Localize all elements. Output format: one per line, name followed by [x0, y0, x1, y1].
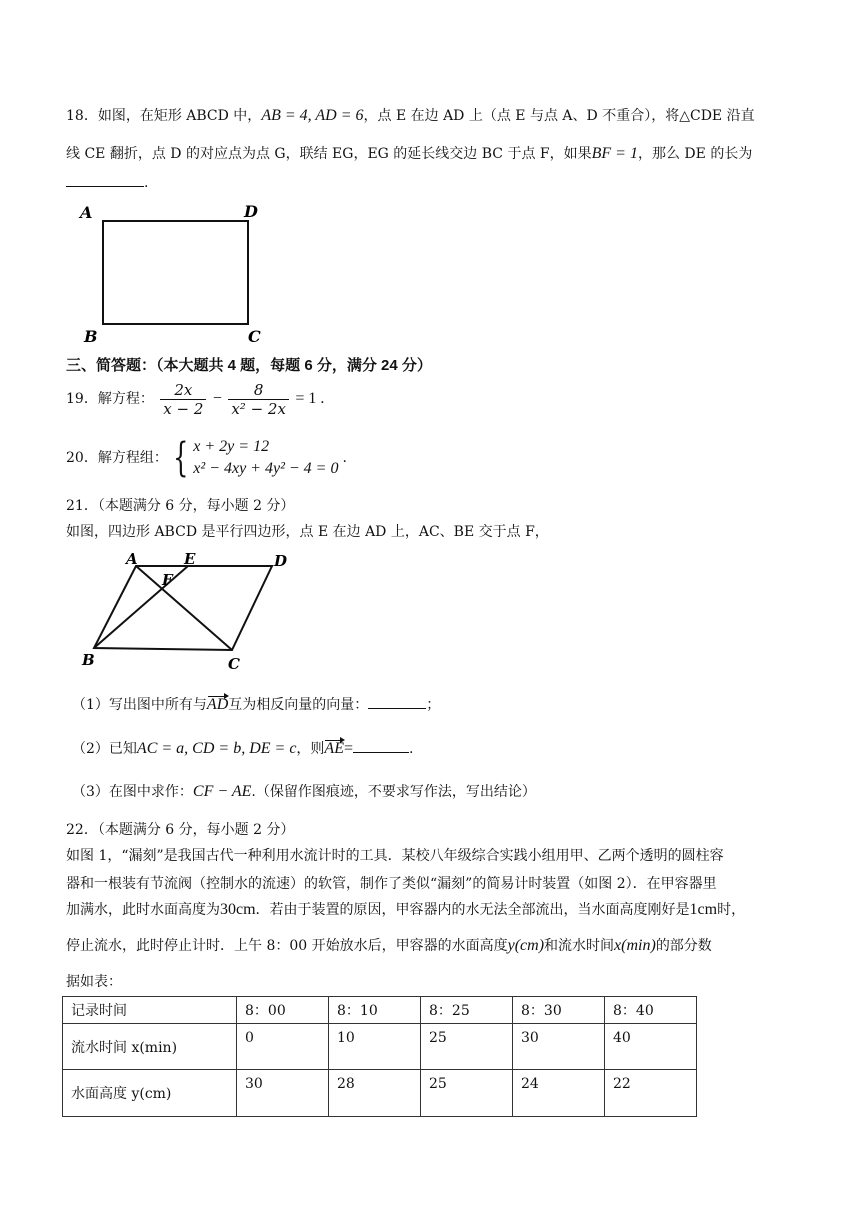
q19-line — [66, 380, 324, 418]
table-cell: 24 — [513, 1070, 605, 1117]
q19-f1-numerator: 2x — [160, 381, 206, 400]
q22-heading: 22．（本题满分 6 分，每小题 2 分） — [66, 822, 295, 838]
q18-line-3 — [66, 172, 148, 193]
q21-heading: 21．（本题满分 6 分，每小题 2 分） — [66, 498, 295, 514]
q20-prefix: 20．解方程组： — [66, 450, 168, 466]
q20-equation-1: x + 2y = 12 — [193, 438, 270, 455]
q20-brace: { — [172, 435, 189, 481]
table-cell: 8：10 — [329, 997, 421, 1024]
fig18-label-c: C — [248, 327, 261, 346]
table-row — [63, 997, 697, 1024]
q21-p3-text-a: （3）在图中求作： — [72, 784, 193, 800]
table-cell: 30 — [513, 1024, 605, 1070]
q19-tail: = 1 . — [295, 390, 325, 407]
fig21-label-b: B — [82, 651, 95, 669]
table-row-header: 流水时间 x(min) — [63, 1024, 237, 1070]
fig18-label-a: A — [80, 203, 93, 222]
table-cell: 8：40 — [605, 997, 697, 1024]
q22-p3-text-a: 加满水，此时水面高度为 — [66, 902, 220, 918]
q22-p4-var-y: y(cm) — [507, 937, 545, 954]
q18-text-2a: 线 CE 翻折，点 D 的对应点为点 G，联结 EG，EG 的延长线交边 BC 于点 F，如果 — [66, 146, 592, 162]
table-cell: 28 — [329, 1070, 421, 1117]
q22-paragraph-2: 器和一根装有节流阀（控制水的流速）的软管，制作了类似“漏刻”的简易计时装置（如图 2）．在甲容器里 — [66, 876, 717, 892]
q21-part-1 — [72, 694, 440, 715]
fig18-label-b: B — [84, 327, 98, 346]
table-cell: 8：30 — [513, 997, 605, 1024]
q22-paragraph-1: 如图 1，“漏刻”是我国古代一种利用水流计时的工具．某校八年级综合实践小组用甲、乙两个透明的圆柱容 — [66, 848, 724, 864]
q21-part-2 — [72, 738, 413, 759]
q19-f1-denominator: x − 2 — [163, 399, 204, 418]
diagonal-ac — [136, 566, 232, 650]
fig21-label-d: D — [274, 552, 288, 570]
q19-minus: − — [212, 390, 222, 407]
table-cell: 22 — [605, 1070, 697, 1117]
section-3-heading: 三、简答题：（本大题共 4 题，每题 6 分，满分 24 分） — [66, 357, 432, 374]
q21-p2-answer-blank[interactable] — [353, 738, 409, 753]
table-cell: 10 — [329, 1024, 421, 1070]
q21-p1-text-c: ； — [426, 697, 441, 713]
table-row-header: 水面高度 y(cm) — [63, 1070, 237, 1117]
q21-p2-text-a: （2）已知 — [72, 741, 137, 757]
q21-p2-text-c: . — [409, 741, 414, 757]
q21-p3-expression: CF − AE — [192, 783, 252, 800]
table-cell: 8：25 — [421, 997, 513, 1024]
q21-p1-answer-blank[interactable] — [368, 694, 426, 709]
q21-p3-text-b: .（保留作图痕迹，不要求写作法，写出结论） — [251, 784, 536, 800]
q22-p3-value-30cm: 30cm — [220, 901, 256, 918]
q20-line — [66, 436, 347, 480]
q22-paragraph-5: 据如表： — [66, 974, 122, 990]
q18-rectangle-figure — [70, 196, 280, 346]
q22-p4-var-x: x(min) — [614, 937, 656, 954]
q19-f2-denominator: x² − 2x — [231, 399, 286, 418]
q21-p1-text-a: （1）写出图中所有与 — [72, 697, 207, 713]
q18-text-1b: ，点 E 在边 AD 上（点 E 与点 A、D 不重合），将△CDE 沿直 — [363, 108, 755, 124]
q22-p4-text-a: 停止流水，此时停止计时．上午 8：00 开始放水后，甲容器的水面高度 — [66, 938, 508, 954]
q22-p3-value-1cm: 1cm — [689, 901, 718, 918]
q18-line-1 — [66, 106, 755, 126]
fig21-label-a: A — [126, 550, 138, 568]
q21-p1-text-b: 互为相反向量的向量： — [228, 697, 369, 713]
fig21-label-e: E — [184, 550, 196, 568]
q22-paragraph-3 — [66, 900, 745, 920]
q19-f2-numerator: 8 — [228, 381, 289, 400]
table-cell: 0 — [237, 1024, 329, 1070]
q19-fraction-1 — [160, 381, 206, 418]
rectangle-abcd — [103, 221, 248, 324]
vector-ae: AE — [324, 740, 344, 757]
q18-text-2b: ，那么 DE 的长为 — [637, 146, 753, 162]
q20-equation-2: x² − 4xy + 4y² − 4 = 0 — [193, 460, 339, 477]
q19-fraction-2 — [228, 381, 289, 418]
q18-text-1a: 18．如图，在矩形 ABCD 中， — [66, 108, 262, 124]
q21-p2-vectors: AC = a, CD = b, DE = c — [136, 740, 297, 757]
q22-data-table — [62, 996, 697, 1117]
table-cell: 40 — [605, 1024, 697, 1070]
q19-prefix: 19．解方程： — [66, 391, 154, 407]
table-row-header: 记录时间 — [63, 997, 237, 1024]
q20-system — [193, 436, 338, 480]
q20-tail: . — [342, 450, 347, 466]
segment-be — [94, 566, 188, 648]
fig21-label-c: C — [228, 655, 240, 673]
q22-p4-text-c: 的部分数 — [655, 938, 712, 954]
table-cell: 30 — [237, 1070, 329, 1117]
q18-math-ab-ad: AB = 4, AD = 6 — [261, 107, 364, 124]
table-row — [63, 1024, 697, 1070]
q22-p3-text-c: 时， — [717, 902, 746, 918]
q21-p2-equals: = — [343, 740, 353, 757]
q21-description: 如图，四边形 ABCD 是平行四边形，点 E 在边 AD 上，AC、BE 交于点 F， — [66, 524, 549, 540]
q21-parallelogram-figure — [74, 548, 304, 676]
q21-part-3 — [72, 782, 536, 802]
q18-answer-blank[interactable] — [66, 172, 144, 187]
fig21-label-f: F — [162, 571, 173, 589]
q21-p2-text-b: ，则 — [296, 741, 325, 757]
q18-math-bf: BF = 1 — [591, 145, 638, 162]
table-cell: 25 — [421, 1024, 513, 1070]
q18-text-3: . — [144, 175, 149, 191]
table-row — [63, 1070, 697, 1117]
q22-p3-text-b: ．若由于装置的原因，甲容器内的水无法全部流出，当水面高度刚好是 — [255, 902, 690, 918]
vector-ad: AD — [206, 696, 229, 713]
q22-p4-text-b: 和流水时间 — [544, 938, 615, 954]
q18-line-2 — [66, 144, 752, 164]
fig18-label-d: D — [244, 202, 258, 221]
table-cell: 8：00 — [237, 997, 329, 1024]
q22-paragraph-4 — [66, 936, 712, 956]
table-cell: 25 — [421, 1070, 513, 1117]
